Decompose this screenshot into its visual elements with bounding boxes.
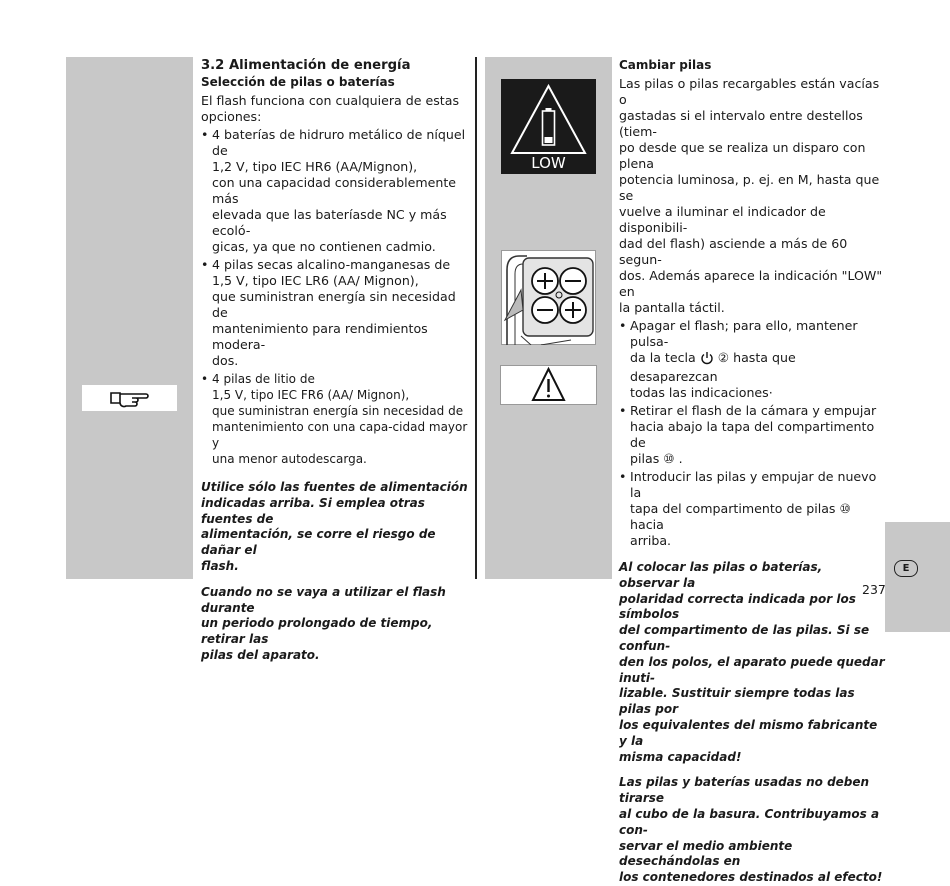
list-item: • 4 pilas de litio de 1,5 V, tipo IEC FR6 (AA/ Mignon), que suministran energía sin necesidad de mantenimiento con una capa-cidad mayor y una menor autodescarga. <box>201 372 468 466</box>
change-batteries-title: Cambiar pilas <box>619 58 712 72</box>
list-item: • 4 baterías de hidruro metálico de níquel de 1,2 V, tipo IEC HR6 (AA/Mignon), con una capacidad considerablemente más elevada que las bateríasde NC y más ecoló- gicas, ya que no contienen cadmio. <box>201 127 466 254</box>
language-badge: E <box>894 560 918 577</box>
page-number: 237 <box>862 582 886 597</box>
pointing-hand-icon <box>82 385 177 411</box>
disposal-warning: Las pilas y baterías usadas no deben tirarse al cubo de la basura. Contribuyamos a con- servar el medio ambiente desechándolas en los contenedores destinados al efecto! <box>619 775 883 885</box>
right-column <box>619 57 885 886</box>
left-column <box>201 57 469 664</box>
intro-text: El flash funciona con cualquiera de estas opciones: <box>201 93 460 124</box>
battery-options-list <box>201 127 469 467</box>
low-battery-warning-icon <box>501 79 596 174</box>
power-source-note: Utilice sólo las fuentes de alimentación indicadas arriba. Si emplea otras fuentes de alimentación, se corre el riesgo de dañar el flash. <box>201 480 468 573</box>
list-item: • 4 pilas secas alcalino-manganesas de 1,5 V, tipo IEC LR6 (AA/ Mignon), que suministran energía sin necesidad de mantenimiento para rendimientos moderа- dos. <box>201 257 456 368</box>
change-batteries-body: Las pilas o pilas recargables están vacías o gastadas si el intervalo entre destellos (tiem- po desde que se realiza un disparo con plena potencia luminosa, p. ej. en M, hasta que se vuelve a iluminar el indicador de disponibili- dad del flash) asciende a más de 60 segun- dos. Además aparece la indicación "LOW" en la pantalla táctil. <box>619 76 883 315</box>
right-tab-band <box>885 522 950 632</box>
battery-compartment-illustration <box>501 250 596 345</box>
caution-triangle-icon <box>501 366 596 404</box>
left-margin-band <box>66 57 193 579</box>
low-label: LOW <box>531 154 566 172</box>
column-divider <box>475 57 477 579</box>
section-title: 3.2 Alimentación de energía <box>201 58 411 73</box>
polarity-warning: Al colocar las pilas o baterías, observar la polaridad correcta indicada por los símbolos del compartimento de las pilas. Si se confun- den los polos, el aparato puede quedar inuti- lizable. Sustituir siempre todas las pilas por los equivalentes del mismo fabricante y la misma capacidad! <box>619 560 885 764</box>
list-item: • Apagar el flash; para ello, mantener pulsa- da la tecla ② hasta que desaparezcan todas las indicaciones· <box>619 318 858 400</box>
list-item: • Retirar el flash de la cámara y empujar hacia abajo la tapa del compartimento de pilas ⑩ . <box>619 403 877 466</box>
section-subtitle: Selección de pilas o baterías <box>201 75 395 89</box>
steps-list <box>619 318 885 549</box>
storage-note: Cuando no se vaya a utilizar el flash durante un periodo prolongado de tiempo, retirar las pilas del aparato. <box>201 584 446 662</box>
list-item: • Introducir las pilas y empujar de nuevo la tapa del compartimento de pilas ⑩ hacia arriba. <box>619 469 877 548</box>
power-icon <box>700 351 714 369</box>
